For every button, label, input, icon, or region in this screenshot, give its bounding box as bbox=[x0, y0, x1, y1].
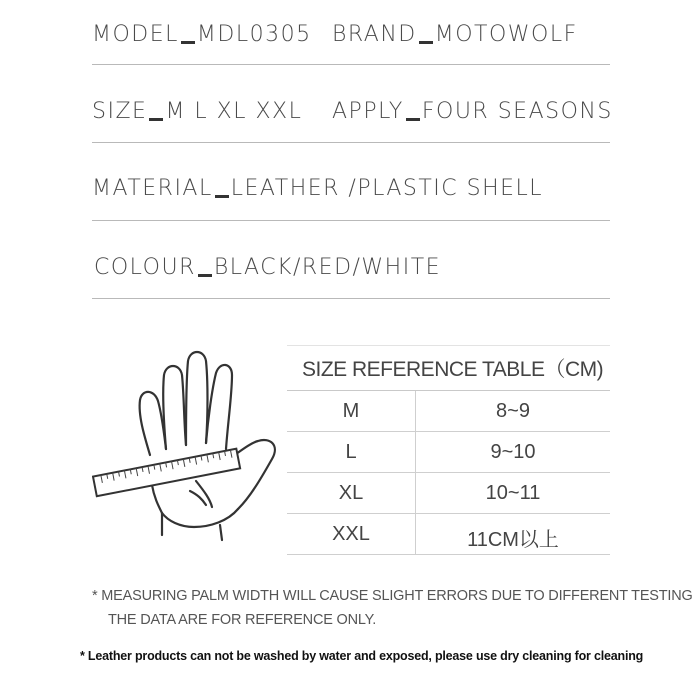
measurement-note: * MEASURING PALM WIDTH WILL CAUSE SLIGHT ERRORS DUE TO DIFFERENT TESTING bbox=[92, 588, 693, 604]
palm-cell: 8~9 bbox=[415, 391, 610, 431]
spec-material: MATERIAL LEATHER /PLASTIC SHELL bbox=[92, 176, 544, 201]
separator-bar bbox=[198, 274, 212, 277]
spec-apply: APPLY FOUR SEASONS bbox=[332, 99, 613, 124]
spec-row-material bbox=[92, 154, 610, 230]
hand-measuring-ruler-icon bbox=[92, 345, 292, 550]
palm-cell: 10~11 bbox=[415, 473, 610, 513]
size-cell: L bbox=[345, 441, 357, 463]
care-instruction: * Leather products can not be washed by water and exposed, please use dry cleaning for cleaning bbox=[80, 649, 644, 663]
spec-row-colour bbox=[92, 233, 610, 309]
divider bbox=[92, 64, 610, 65]
separator-bar bbox=[406, 118, 420, 121]
separator-bar bbox=[149, 118, 163, 121]
separator-bar bbox=[215, 195, 229, 198]
separator-bar bbox=[419, 41, 433, 44]
size-cell: M bbox=[342, 400, 360, 422]
divider bbox=[92, 142, 610, 143]
spec-brand: BRAND MOTOWOLF bbox=[332, 22, 578, 47]
table-row bbox=[287, 391, 610, 432]
table-row bbox=[287, 432, 610, 473]
reference-note: THE DATA ARE FOR REFERENCE ONLY. bbox=[108, 612, 377, 628]
size-cell: XXL bbox=[332, 523, 370, 545]
spec-colour: COLOUR BLACK/RED/WHITE bbox=[94, 255, 442, 280]
spec-model: MODEL MDL0305 bbox=[92, 22, 312, 47]
table-title: SIZE REFERENCE TABLE（CM) bbox=[287, 345, 610, 391]
divider bbox=[92, 298, 610, 299]
size-cell: XL bbox=[338, 482, 364, 504]
table-row bbox=[287, 473, 610, 514]
size-reference-table bbox=[287, 345, 610, 555]
spec-row-size-apply bbox=[92, 77, 613, 153]
table-row bbox=[287, 514, 610, 555]
divider bbox=[92, 220, 610, 221]
spec-row-model-brand bbox=[92, 0, 610, 76]
palm-cell: 11CM以上 bbox=[415, 514, 610, 554]
palm-cell: 9~10 bbox=[415, 432, 610, 472]
spec-size: SIZE M L XL XXL bbox=[92, 99, 303, 124]
separator-bar bbox=[181, 41, 195, 44]
